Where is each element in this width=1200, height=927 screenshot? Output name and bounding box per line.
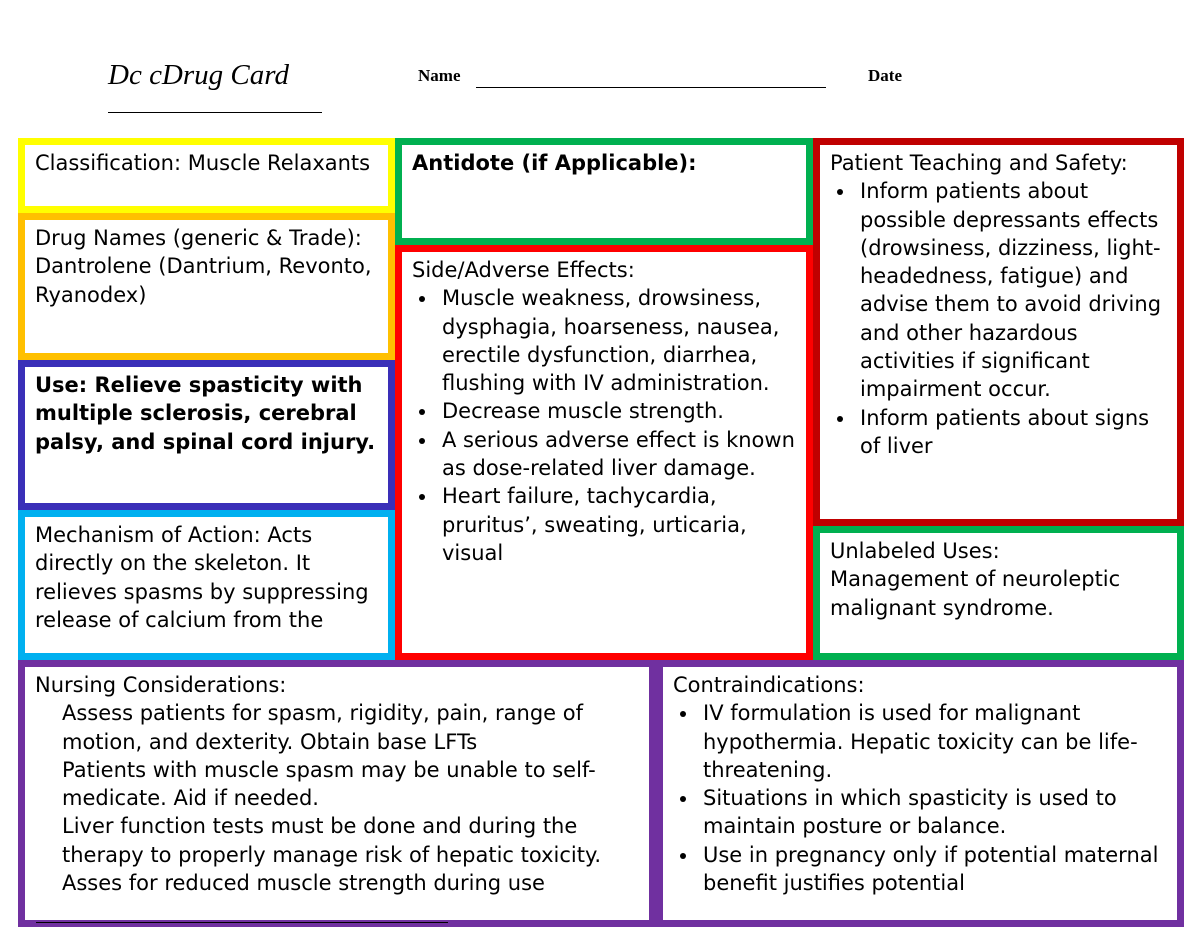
classification-text: Classification: Muscle Relaxants — [35, 151, 371, 175]
unlabeled-uses-value: Management of neuroleptic malignant syndrome. — [830, 567, 1121, 620]
list-item: • Use in pregnancy only if potential maternal benefit justifies potential — [699, 841, 1168, 898]
footer-line — [36, 922, 448, 923]
unlabeled-uses-label: Unlabeled Uses: — [830, 539, 1000, 563]
classification-box — [18, 138, 395, 213]
date-label: Date — [868, 66, 902, 85]
contraindications-box — [656, 660, 1184, 927]
nursing-item: Patients with muscle spasm may be unable to self-medicate. Aid if needed. — [62, 757, 596, 811]
use-text: Use: Relieve spasticity with multiple sclerosis, cerebral palsy, and spinal cord injury. — [35, 373, 376, 454]
list-item: • Muscle weakness, drowsiness, dysphagia, hoarseness, nausea, erectile dysfunction, diarrhea, flushing with IV administration. — [438, 284, 797, 397]
list-item: • Inform patients about signs of liver — [856, 404, 1168, 461]
name-field-line[interactable] — [476, 87, 826, 88]
drug-names-box — [18, 213, 395, 360]
patient-teaching-label: Patient Teaching and Safety: — [830, 151, 1128, 175]
mechanism-text: Mechanism of Action: Acts directly on the skeleton. It relieves spasms by suppressing release of calcium from the — [35, 523, 369, 632]
list-item: • Inform patients about possible depressants effects (drowsiness, dizziness, light-headedness, fatigue) and advise them to avoid driving and other hazardous activities if significant impairment occur. — [856, 177, 1168, 403]
unlabeled-uses-box — [813, 526, 1184, 660]
list-item: • IV formulation is used for malignant hypothermia. Hepatic toxicity can be life-threatening. — [699, 699, 1168, 784]
nursing-item: Assess patients for spasm, rigidity, pain, range of motion, and dexterity. Obtain base LFTs — [62, 701, 583, 754]
antidote-box — [395, 138, 813, 245]
nursing-item: Asses for reduced muscle strength during use — [62, 871, 545, 896]
side-effects-list — [412, 284, 797, 567]
mechanism-box — [18, 510, 395, 660]
patient-teaching-list — [830, 177, 1168, 460]
drug-names-value: Dantrolene (Dantrium, Revonto, Ryanodex) — [35, 254, 372, 307]
antidote-label: Antidote (if Applicable): — [412, 151, 697, 175]
list-item: • Situations in which spasticity is used to maintain posture or balance. — [699, 784, 1168, 841]
use-box — [18, 360, 395, 510]
title-underline — [108, 112, 322, 113]
contraindications-list — [673, 699, 1168, 897]
side-effects-box — [395, 245, 813, 660]
name-label: Name — [418, 66, 461, 85]
list-item: • A serious adverse effect is known as dose-related liver damage. — [438, 426, 797, 483]
contraindications-label: Contraindications: — [673, 673, 865, 697]
nursing-item: Liver function tests must be done and during the therapy to properly manage risk of hepatic toxicity. — [62, 814, 602, 867]
drug-names-label: Drug Names (generic & Trade): — [35, 226, 362, 250]
list-item: • Heart failure, tachycardia, pruritus’, sweating, urticaria, visual — [438, 482, 797, 567]
patient-teaching-box — [813, 138, 1184, 526]
nursing-considerations-box — [18, 660, 656, 927]
nursing-label: Nursing Considerations: — [35, 673, 287, 697]
list-item: • Decrease muscle strength. — [438, 397, 797, 425]
card-title: Dc cDrug Card — [108, 59, 289, 91]
side-effects-label: Side/Adverse Effects: — [412, 258, 635, 282]
